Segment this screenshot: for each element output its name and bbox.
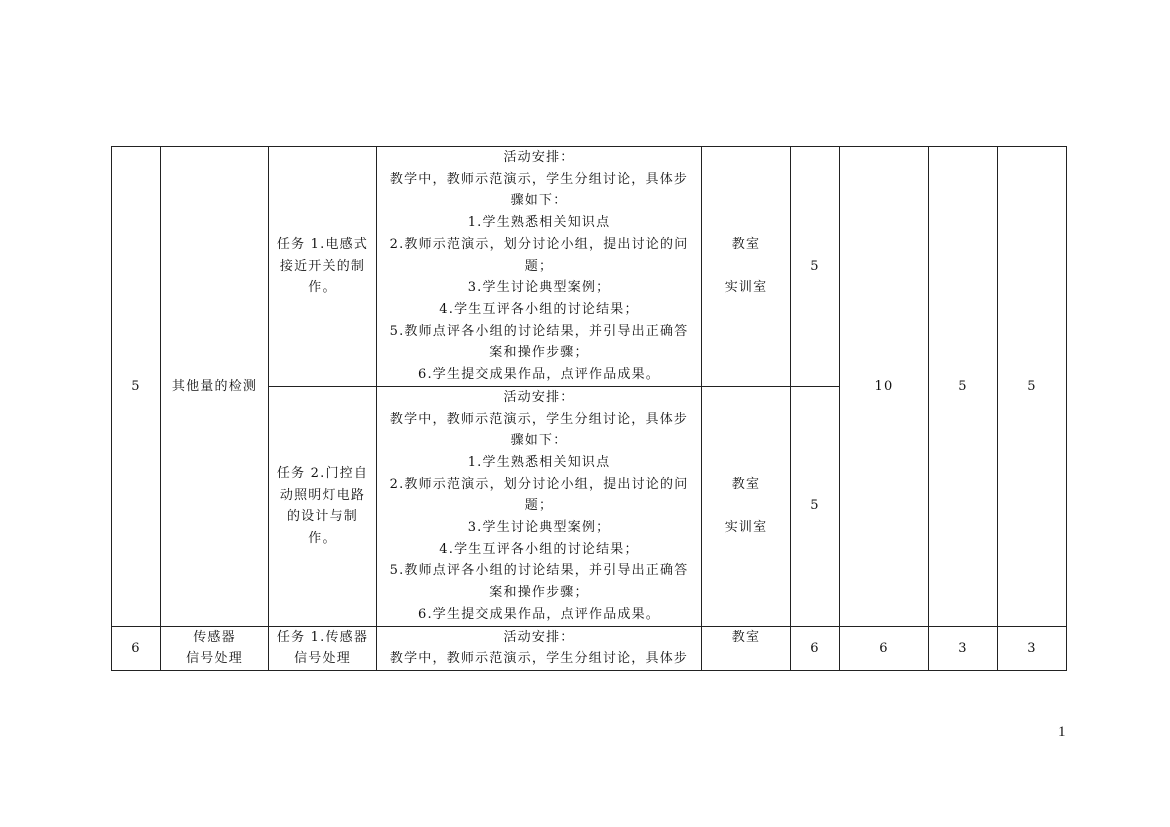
hours-column-9-cell: 3 (998, 626, 1067, 670)
place-cell: 教室 (702, 626, 791, 670)
task-title-cell (269, 626, 377, 670)
row-number-cell: 6 (112, 626, 161, 670)
activity-cell (377, 626, 702, 670)
activity-line: 题； (524, 258, 554, 274)
task-title-line: 作。 (308, 530, 337, 546)
task-hours-cell: 5 (791, 386, 840, 626)
place-cell (702, 147, 791, 387)
activity-line: 活动安排： (503, 389, 575, 405)
task-title-line: 的设计与制 (286, 509, 358, 525)
activity-line: 教学中，教师示范演示，学生分组讨论，具体步 (389, 171, 689, 187)
place-cell (702, 386, 791, 626)
activity-line: 6.学生提交成果作品，点评作品成果。 (417, 606, 660, 622)
activity-line: 4.学生互评各小组的讨论结果； (439, 301, 639, 317)
total-hours-cell: 6 (840, 626, 929, 670)
task-title-line: 任务 2.门控自 (276, 465, 369, 481)
task-title-cell (269, 386, 377, 626)
task-hours-cell: 5 (791, 147, 840, 387)
activity-line: 2.教师示范演示，划分讨论小组，提出讨论的问 (389, 236, 689, 252)
place-line: 实训室 (724, 520, 768, 536)
activity-line: 1.学生熟悉相关知识点 (467, 215, 611, 231)
content-cell: 其他量的检测 (161, 147, 269, 627)
activity-line: 5.教师点评各小组的讨论结果，并引导出正确答 (389, 323, 689, 339)
activity-line: 活动安排： (503, 629, 575, 645)
activity-line: 4.学生互评各小组的讨论结果； (439, 541, 639, 557)
activity-line: 活动安排： (503, 150, 575, 165)
hours-column-8-cell: 5 (929, 147, 998, 627)
activity-cell (377, 386, 702, 626)
place-line: 教室 (731, 476, 761, 492)
task-title-cell (269, 147, 377, 387)
task-title-line: 作。 (308, 280, 337, 296)
hours-column-9-cell: 5 (998, 147, 1067, 627)
page-number: 1 (1058, 724, 1066, 740)
activity-line: 3.学生讨论典型案例； (467, 520, 611, 536)
task-title-line: 任务 1.电感式 (276, 236, 369, 252)
activity-line: 题； (524, 498, 554, 514)
activity-line: 2.教师示范演示，划分讨论小组，提出讨论的问 (389, 476, 689, 492)
table-row (112, 626, 1067, 670)
content-line: 传感器 (193, 629, 236, 645)
task-title-line: 信号处理 (294, 651, 351, 667)
place-line: 实训室 (724, 280, 768, 296)
table-row (112, 147, 1067, 387)
activity-line: 教学中，教师示范演示，学生分组讨论，具体步 (389, 651, 689, 667)
activity-line: 案和操作步骤； (489, 345, 589, 361)
activity-line: 教学中，教师示范演示，学生分组讨论，具体步 (389, 411, 689, 427)
activity-line: 1.学生熟悉相关知识点 (467, 454, 611, 470)
task-hours-cell: 6 (791, 626, 840, 670)
content-cell (161, 626, 269, 670)
task-title-line: 动照明灯电路 (279, 487, 366, 503)
activity-line: 3.学生讨论典型案例； (467, 280, 611, 296)
activity-cell (377, 147, 702, 387)
task-title-line: 任务 1.传感器 (276, 629, 369, 645)
activity-line: 5.教师点评各小组的讨论结果，并引导出正确答 (389, 563, 689, 579)
content-line: 信号处理 (186, 651, 243, 667)
activity-line: 6.学生提交成果作品，点评作品成果。 (417, 367, 660, 383)
hours-column-8-cell: 3 (929, 626, 998, 670)
row-number-cell: 5 (112, 147, 161, 627)
task-title-line: 接近开关的制 (279, 258, 366, 274)
activity-line: 案和操作步骤； (489, 585, 589, 601)
total-hours-cell: 10 (840, 147, 929, 627)
course-schedule-table (111, 146, 1067, 671)
place-line: 教室 (731, 236, 761, 252)
activity-line: 骤如下： (510, 193, 568, 209)
activity-line: 骤如下： (510, 433, 568, 449)
